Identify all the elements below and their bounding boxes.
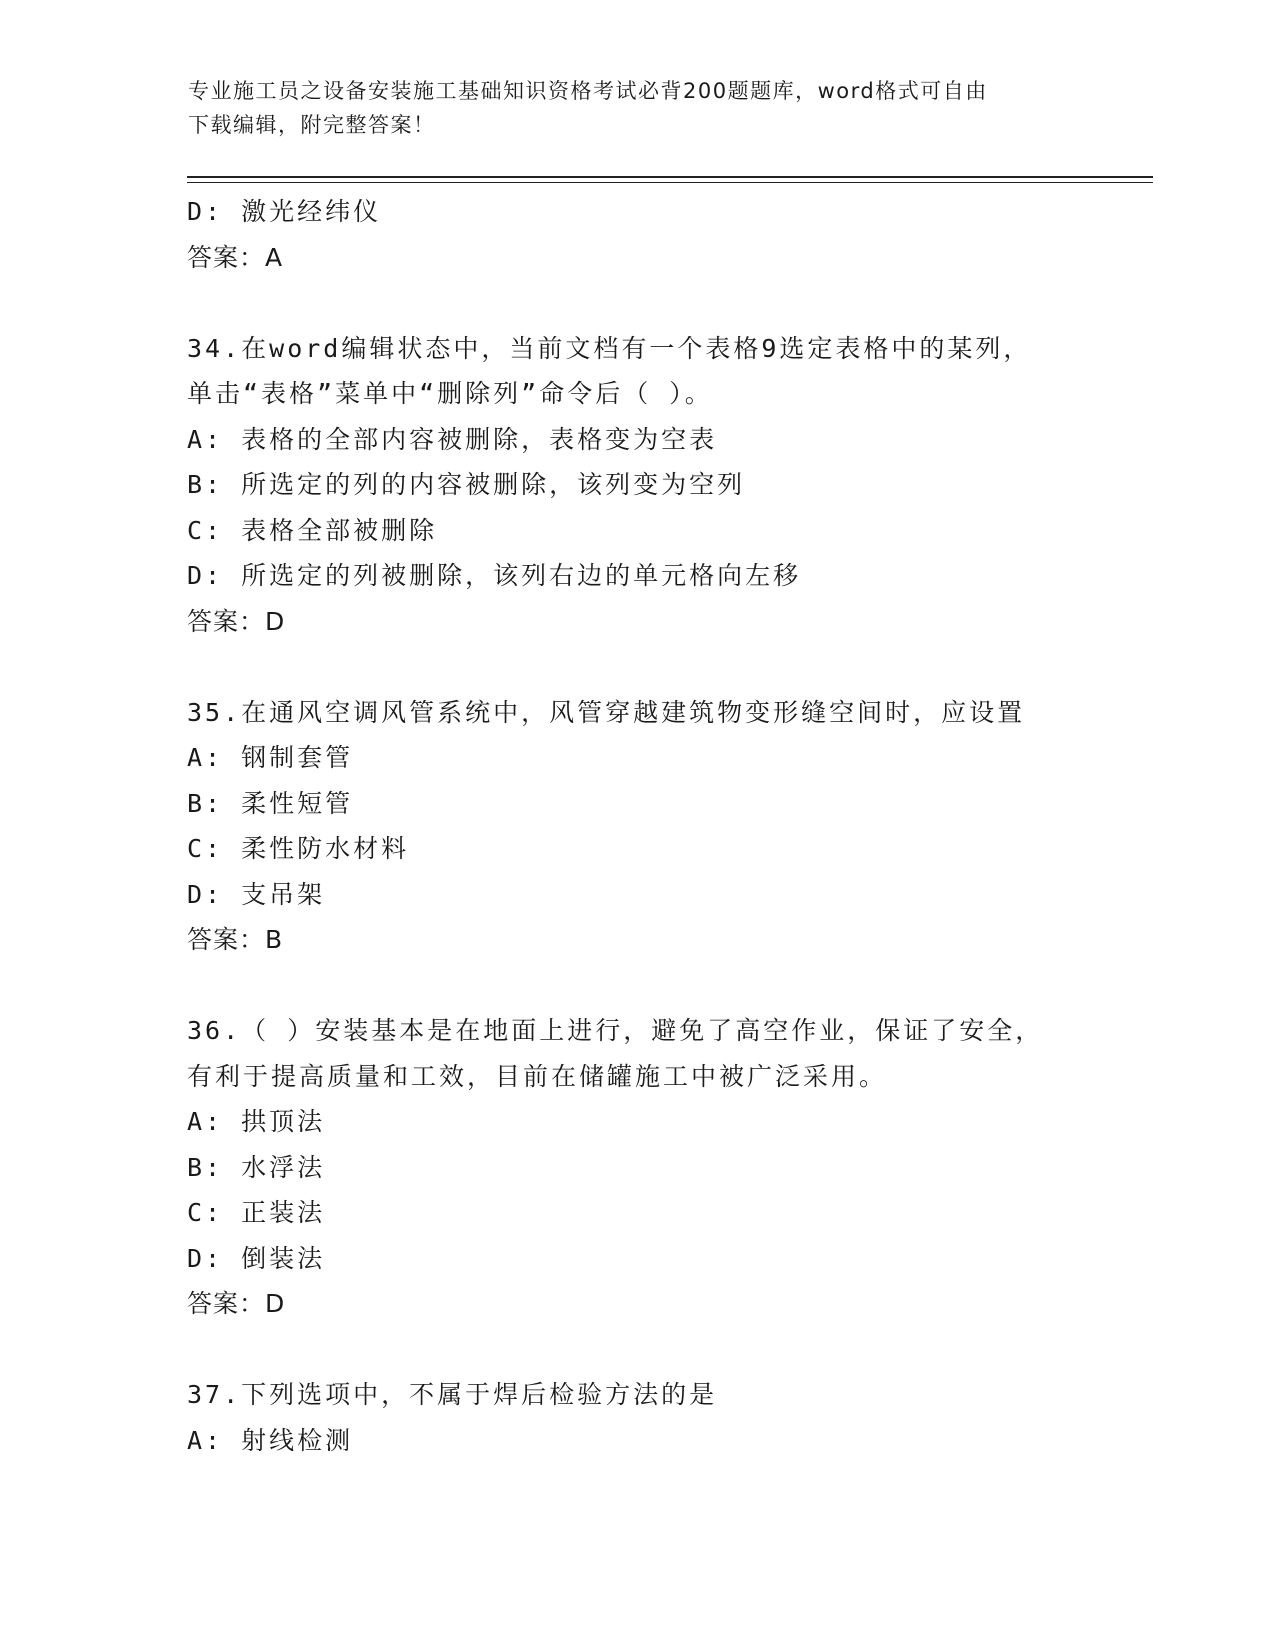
option-c: C: 柔性防水材料 xyxy=(187,834,410,863)
answer-line: 答案：B xyxy=(187,925,284,954)
header-divider-thick xyxy=(187,176,1153,178)
header-divider-thin xyxy=(187,182,1153,183)
option-c: C: 正装法 xyxy=(187,1198,326,1227)
question-block-34 xyxy=(187,326,1087,645)
option-d: D: 倒装法 xyxy=(187,1243,326,1273)
option-a: A: 钢制套管 xyxy=(187,743,354,772)
header-line-2: 下载编辑，附完整答案！ xyxy=(188,113,436,137)
question-block-36 xyxy=(187,1008,1087,1327)
option-d: D: 支吊架 xyxy=(187,879,326,909)
question-block-35 xyxy=(187,690,1087,963)
option-b: B: 所选定的列的内容被删除，该列变为空列 xyxy=(187,470,746,499)
question-stem: 37.下列选项中，不属于焊后检验方法的是 xyxy=(187,1380,718,1409)
question-stem: 36.（ ）安装基本是在地面上进行，避免了高空作业，保证了安全， xyxy=(187,1016,1044,1045)
document-header xyxy=(188,74,1068,142)
option-a: A: 表格的全部内容被删除，表格变为空表 xyxy=(187,424,718,454)
option-a: A: 拱顶法 xyxy=(187,1107,326,1136)
question-block-37 xyxy=(187,1372,1087,1463)
option-d: D: 激光经纬仪 xyxy=(187,197,382,226)
question-list xyxy=(187,189,1087,1463)
option-b: B: 柔性短管 xyxy=(187,788,354,818)
answer-line: 答案：A xyxy=(187,242,284,272)
answer-line: 答案：D xyxy=(187,1289,286,1318)
option-a: A: 射线检测 xyxy=(187,1425,354,1455)
option-c: C: 表格全部被删除 xyxy=(187,515,438,545)
question-stem: 34.在word编辑状态中，当前文档有一个表格9选定表格中的某列， xyxy=(187,333,1032,363)
spacer xyxy=(187,644,1087,690)
answer-line: 答案：D xyxy=(187,606,286,636)
spacer xyxy=(187,280,1087,326)
spacer xyxy=(187,1327,1087,1373)
option-b: B: 水浮法 xyxy=(187,1152,326,1182)
question-stem: 有利于提高质量和工效，目前在储罐施工中被广泛采用。 xyxy=(187,1061,888,1091)
spacer xyxy=(187,963,1087,1009)
header-line-1: 专业施工员之设备安装施工基础知识资格考试必背200题题库，word格式可自由 xyxy=(188,79,988,103)
question-stem: 单击“表格”菜单中“删除列”命令后（ ）。 xyxy=(187,379,713,408)
question-stem: 35.在通风空调风管系统中，风管穿越建筑物变形缝空间时，应设置 xyxy=(187,697,1026,727)
option-d: D: 所选定的列被删除，该列右边的单元格向左移 xyxy=(187,561,802,590)
